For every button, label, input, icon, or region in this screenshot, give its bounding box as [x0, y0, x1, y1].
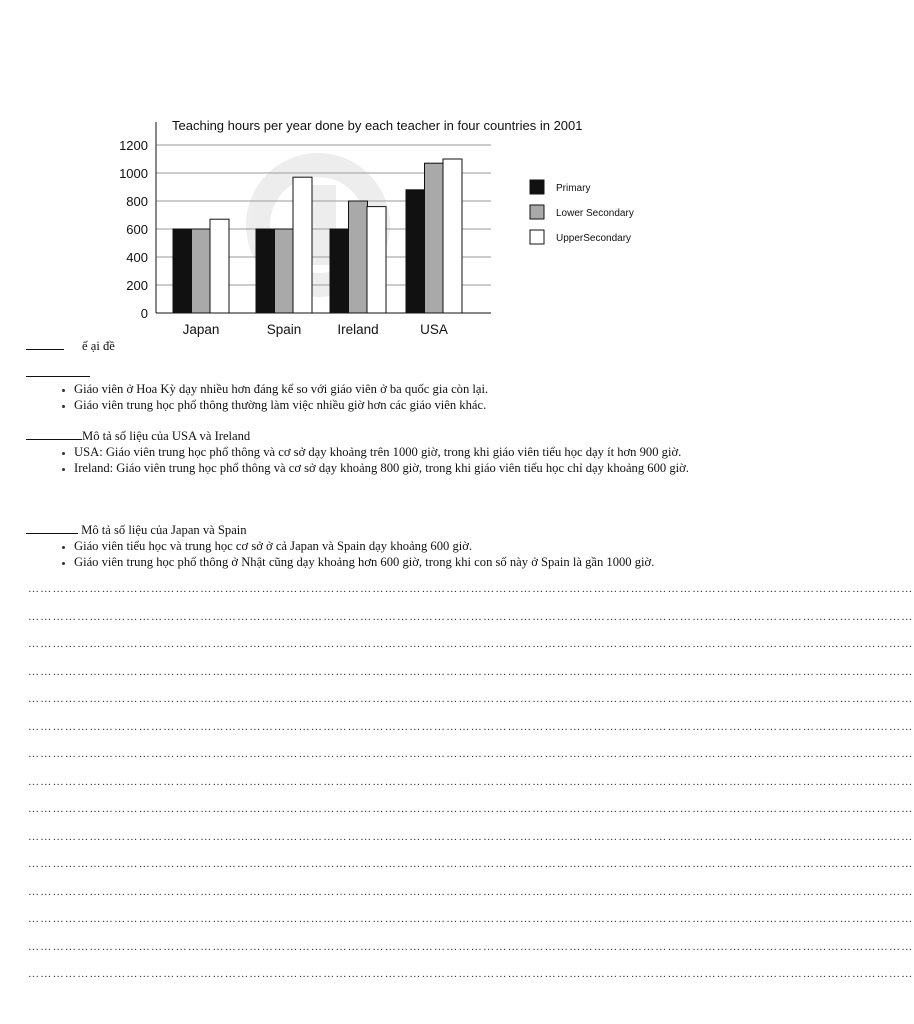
y-axis-ticks: [119, 138, 148, 321]
legend-label: Primary: [556, 183, 591, 194]
legend-swatch: [530, 230, 544, 244]
dotted-writing-line: ………………………………………………………………………………………………………………………………………………………………………………………………: [28, 665, 914, 678]
bar-usa-uppersecondary: [443, 159, 462, 313]
dotted-writing-line: ………………………………………………………………………………………………………………………………………………………………………………………………: [28, 803, 914, 815]
y-tick-label: 1200: [119, 138, 148, 153]
bar-spain-lower-secondary: [275, 229, 294, 313]
dotted-writing-line: ………………………………………………………………………………………………………………………………………………………………………………………………: [28, 885, 914, 898]
dotted-writing-line: ………………………………………………………………………………………………………………………………………………………………………………………………: [28, 858, 914, 870]
dotted-writing-line: ………………………………………………………………………………………………………………………………………………………………………………………………: [28, 913, 914, 925]
list-item: • Ireland: Giáo viên trung học phổ thông và cơ sở dạy khoảng 800 giờ, trong khi giáo viên tiểu học chỉ dạy khoảng 600 giờ.: [74, 460, 742, 476]
bar-spain-uppersecondary: [293, 177, 312, 313]
bar-chart: [0, 0, 768, 345]
bar-ireland-uppersecondary: [367, 207, 386, 313]
bar-ireland-lower-secondary: [349, 201, 368, 313]
bar-usa-lower-secondary: [425, 163, 444, 313]
x-axis-labels: [183, 322, 448, 337]
dotted-writing-line: ………………………………………………………………………………………………………………………………………………………………………………………………: [28, 748, 914, 760]
list-item: • Giáo viên trung học phổ thông ở Nhật cũng dạy khoảng hơn 600 giờ, trong khi con số này ở Spain là gần 1000 giờ.: [74, 554, 742, 570]
dotted-writing-line: ………………………………………………………………………………………………………………………………………………………………………………………………: [28, 720, 914, 733]
dotted-writing-line: ………………………………………………………………………………………………………………………………………………………………………………………………: [28, 638, 914, 650]
y-tick-label: 1000: [119, 166, 148, 181]
bar-japan-primary: [173, 229, 192, 313]
y-tick-label: 800: [126, 194, 148, 209]
x-tick-label: Ireland: [337, 322, 379, 337]
legend-label: UpperSecondary: [556, 233, 632, 244]
chart-legend: [530, 180, 634, 244]
section-2-heading: Mô tả số liệu của USA và Ireland: [82, 429, 251, 443]
blank-line: [26, 521, 78, 534]
dotted-writing-line: ………………………………………………………………………………………………………………………………………………………………………………………………: [28, 830, 914, 843]
bar-usa-primary: [406, 190, 425, 313]
heading-1-text: ế ại đề: [82, 339, 115, 353]
legend-swatch: [530, 205, 544, 219]
bar-spain-primary: [256, 229, 275, 313]
legend-swatch: [530, 180, 544, 194]
x-tick-label: Spain: [266, 322, 302, 337]
y-tick-label: 600: [126, 222, 148, 237]
heading-1-row: [26, 337, 742, 354]
section-3-list: [26, 538, 742, 570]
dotted-writing-line: ………………………………………………………………………………………………………………………………………………………………………………………………: [28, 583, 914, 595]
list-item: • USA: Giáo viên trung học phổ thông và cơ sở dạy khoảng trên 1000 giờ, trong khi giáo viên tiểu học dạy ít hơn 900 giờ.: [74, 444, 742, 460]
blank-line: [26, 364, 90, 377]
blank-line: [26, 337, 64, 350]
dotted-writing-line: ………………………………………………………………………………………………………………………………………………………………………………………………: [28, 693, 914, 705]
dotted-writing-line: ………………………………………………………………………………………………………………………………………………………………………………………………: [28, 610, 914, 623]
dotted-writing-line: ………………………………………………………………………………………………………………………………………………………………………………………………: [28, 940, 914, 953]
list-item: • Giáo viên tiểu học và trung học cơ sở ở cả Japan và Spain dạy khoảng 600 giờ.: [74, 538, 742, 554]
y-tick-label: 200: [126, 278, 148, 293]
blank-line: [26, 427, 82, 440]
section-3-heading: Mô tả số liệu của Japan và Spain: [78, 523, 247, 537]
y-tick-label: 0: [140, 306, 148, 321]
x-tick-label: Japan: [182, 322, 220, 337]
chart-title: Teaching hours per year done by each teacher in four countries in 2001: [172, 118, 583, 133]
list-item: • Giáo viên trung học phổ thông thường làm việc nhiều giờ hơn các giáo viên khác.: [74, 397, 742, 413]
legend-label: Lower Secondary: [556, 208, 634, 219]
bar-japan-lower-secondary: [192, 229, 211, 313]
dotted-writing-line: ………………………………………………………………………………………………………………………………………………………………………………………………: [28, 775, 914, 788]
section-1: [26, 364, 742, 413]
dotted-writing-line: ………………………………………………………………………………………………………………………………………………………………………………………………: [28, 968, 914, 980]
section-2-list: [26, 444, 742, 476]
x-tick-label: USA: [420, 322, 448, 337]
bar-ireland-primary: [330, 229, 349, 313]
section-1-list: [26, 381, 742, 413]
section-3: [26, 521, 742, 570]
bar-japan-uppersecondary: [210, 219, 229, 313]
section-2: [26, 427, 742, 476]
y-tick-label: 400: [126, 250, 148, 265]
list-item: • Giáo viên ở Hoa Kỳ dạy nhiều hơn đáng kể so với giáo viên ở ba quốc gia còn lại.: [74, 381, 742, 397]
